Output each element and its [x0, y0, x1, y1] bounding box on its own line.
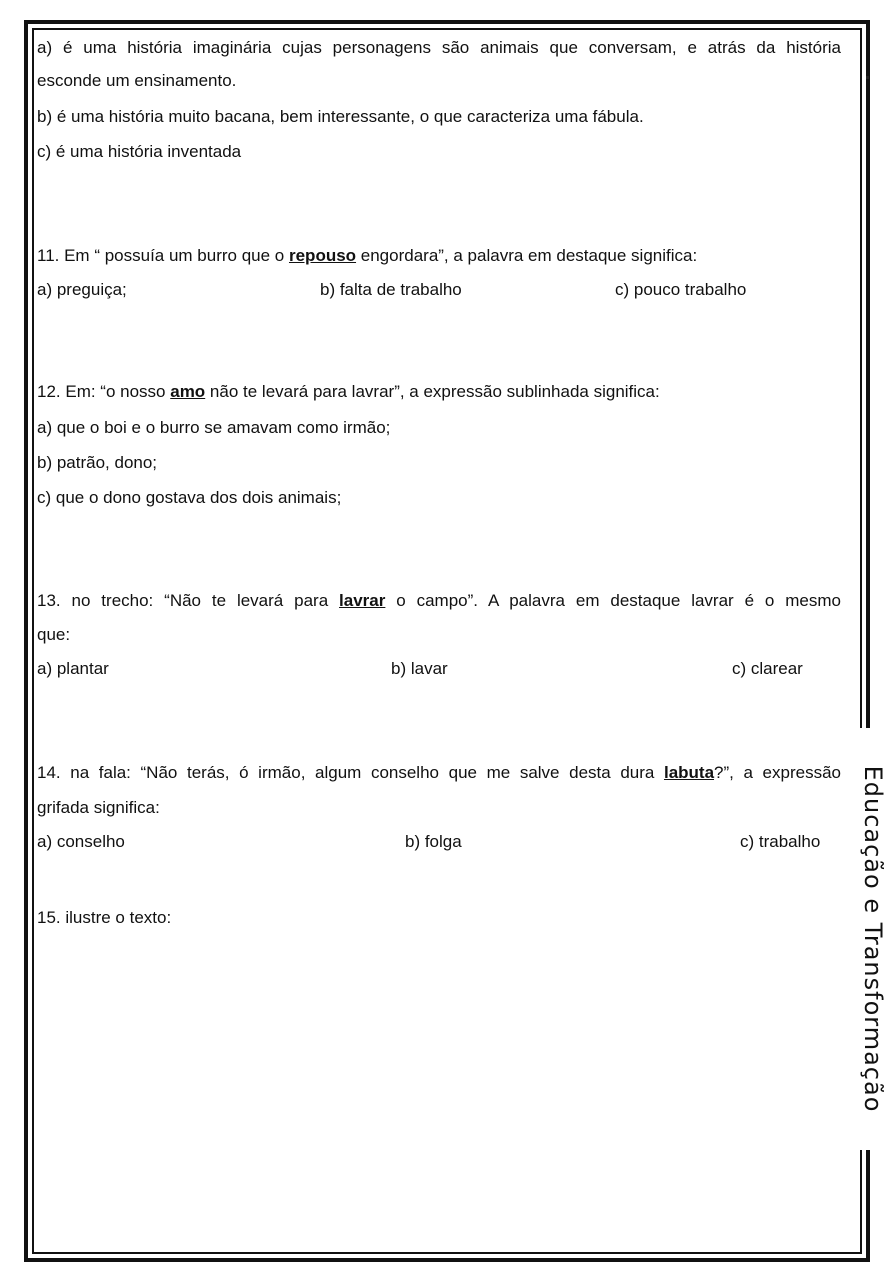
q13-option-b: b) lavar — [391, 659, 448, 678]
q13-text-before: 13. no trecho: “Não te levará para — [37, 591, 340, 610]
q13-option-a: a) plantar — [37, 659, 109, 678]
q13-question — [37, 590, 841, 612]
q11-text-after: engordara”, a palavra em destaque significa: — [356, 246, 698, 265]
side-label: Educação e Transformação — [859, 765, 887, 1113]
q11-question — [37, 245, 697, 267]
page-inner-border — [32, 28, 862, 1254]
q10-option-c: c) é uma história inventada — [37, 142, 242, 161]
q12-text-after: não te levará para lavrar”, a expressão sublinhada significa: — [205, 382, 660, 401]
q14-question — [37, 762, 841, 784]
q14-text-before: 14. na fala: “Não terás, ó irmão, algum conselho que me salve desta dura — [37, 763, 664, 782]
q12-question — [37, 381, 660, 403]
q12-text-before: 12. Em: “o nosso — [37, 382, 171, 401]
q12-keyword: amo — [170, 382, 206, 401]
q10-option-a-line1: a) é uma história imaginária cujas personagens são animais que conversam, e atrás da história — [37, 38, 841, 57]
q11-keyword: repouso — [288, 246, 357, 265]
q10-option-b: b) é uma história muito bacana, bem interessante, o que caracteriza uma fábula. — [37, 107, 644, 126]
q14-text-after: ?”, a expressão — [714, 763, 841, 782]
q13-text-after: o campo”. A palavra em destaque lavrar é o mesmo — [385, 591, 841, 610]
q14-question-line2: grifada significa: — [37, 798, 160, 817]
q11-option-a: a) preguiça; — [37, 280, 127, 299]
q12-option-c: c) que o dono gostava dos dois animais; — [37, 488, 342, 507]
q11-option-c: c) pouco trabalho — [615, 280, 747, 299]
q12-option-a: a) que o boi e o burro se amavam como irmão; — [37, 418, 391, 437]
q13-keyword: lavrar — [339, 591, 386, 610]
q13-option-c: c) clarear — [732, 659, 803, 678]
q10-option-a-line2: esconde um ensinamento. — [37, 71, 237, 90]
q14-option-b: b) folga — [405, 832, 462, 851]
q14-option-c: c) trabalho — [740, 832, 821, 851]
q12-option-b: b) patrão, dono; — [37, 453, 158, 472]
q13-question-line2: que: — [37, 625, 71, 644]
speck-mark — [866, 76, 869, 79]
q11-option-b: b) falta de trabalho — [320, 280, 462, 299]
q14-keyword: labuta — [663, 763, 715, 782]
q15-prompt: 15. ilustre o texto: — [37, 908, 172, 927]
q11-text-before: 11. Em “ possuía um burro que o — [37, 246, 289, 265]
q14-option-a: a) conselho — [37, 832, 125, 851]
